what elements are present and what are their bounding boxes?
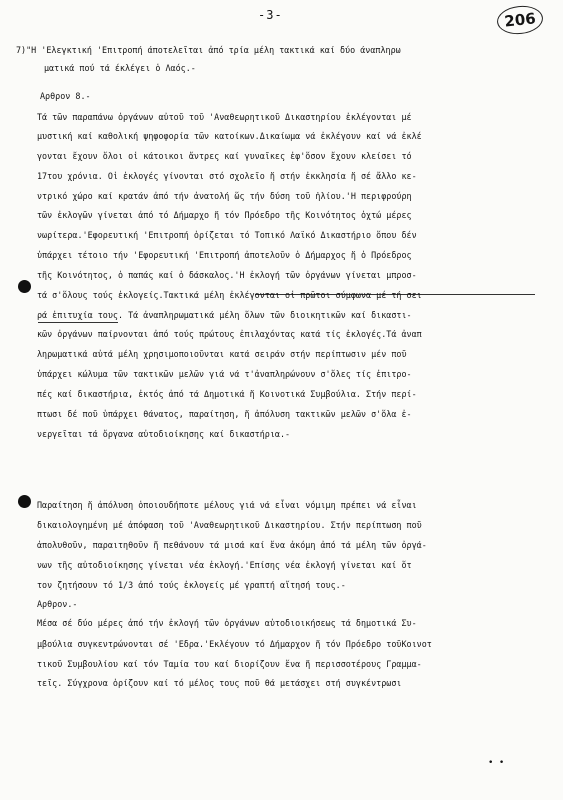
text-line: Τά τῶν παραπάνω ὀργάνων αὐτοῦ τοῦ 'Αναθεωρητικοῦ Δικαστηρίου ἐκλέγονται μέ <box>37 112 412 122</box>
underline-mark <box>38 322 118 323</box>
text-line: πές καί δικαστήρια, ἐκτός ἀπό τά Δημοτικά ἤ Κοινοτικά Συμβούλια. Στήν περί- <box>37 389 417 399</box>
text-line: ἀπολυθοῦν, παραιτηθοῦν ἤ πεθάνουν τά μισά καί ἕνα ἀκόμη ἀπό τά μέλη τῶν ὀργά- <box>37 540 427 550</box>
page-number: -3- <box>258 8 283 22</box>
stray-marks: • • <box>488 758 505 768</box>
archive-stamp-number: 206 <box>496 4 545 37</box>
text-line: ὑπάρχει τέτοιο τήν 'Εφορευτική 'Επιτροπή ἀποτελοῦν ὁ Δήμαρχος ἤ ὁ Πρόεδρος <box>37 250 412 260</box>
text-line: μυστική καί καθολική ψηφοφορία τῶν κατοίκων.Δικαίωμα νά ἐκλέγουν καί νά ἐκλέ <box>37 131 422 141</box>
text-line: δικαιολογημένη μέ ἀπόφαση τοῦ 'Αναθεωρητικοῦ Δικαστηρίου. Στήν περίπτωση ποῦ <box>37 520 422 530</box>
text-line: νων τῆς αὐτοδιοίκησης γίνεται νέα ἐκλογή.'Επίσης νέα ἐκλογή γίνεται καί ὅτ <box>37 560 412 570</box>
text-line: ρά ἐπιτυχία τους. Τά ἀναπληρωματικά μέλη ὅλων τῶν διοικητικῶν καί δικαστι- <box>37 310 412 320</box>
text-line: ὑπάρχει κώλυμα τῶν τακτικῶν μελῶν γιά νά τ'ἀναπληρώνουν σ'ὅλες τίς ἐπιτρο- <box>37 369 412 379</box>
text-line: ντρικό χώρο καί κρατάν ἀπό τήν ἀνατολή ὥς τήν δύση τοῦ ἡλίου.'Η περιφρούρη <box>37 191 412 201</box>
text-line: τά σ'ὅλους τούς ἐκλογείς.Τακτικά μέλη ἐκλέγονται οἱ πρῶτοι σύμφωνα μέ τή σει <box>37 290 422 300</box>
text-line: νεργεῖται τά ὄργανα αὐτοδιοίκησης καί δικαστήρια.- <box>37 429 291 439</box>
text-line: 17του χρόνια. Οἱ ἐκλογές γίνονται στό σχολεῖο ἤ στήν ἐκκλησία ἤ σέ ἄλλο κε- <box>37 171 417 181</box>
punch-hole <box>18 495 31 508</box>
text-line: τῆς Κοινότητος, ὁ παπάς καί ὁ δάσκαλος.'Η ἐκλογή τῶν ὀργάνων γίνεται μπροσ- <box>37 270 417 280</box>
text-line: τον ζητήσουν τό 1/3 ἀπό τούς ἐκλογείς μέ γραπτή αἴτησή τους.- <box>37 580 346 590</box>
text-line: Αρθρον.- <box>37 599 78 609</box>
text-line: τῶν ἐκλογῶν γίνεται ἀπό τό Δήμαρχο ἤ τόν Πρόεδρο τῆς Κοινότητος ὀχτώ μέρες <box>37 210 412 220</box>
text-line: πτωσι δέ ποῦ ὑπάρχει θάνατος, παραίτηση, ἤ ἀπόλυση τακτικῶν μελῶν σ'ὅλα ἐ- <box>37 409 412 419</box>
text-line: τικοῦ Συμβουλίου καί τόν Ταμία του καί διορίζουν ἕνα ἤ περισσοτέρους Γραμμα- <box>37 659 422 669</box>
text-line: Μέσα σέ δύο μέρες ἀπό τήν ἐκλογή τῶν ὀργάνων αὐτοδιοικήσεως τά δημοτικά Συ- <box>37 618 417 628</box>
text-line: Αρθρον 8.- <box>40 91 91 101</box>
text-line: ματικά πού τά έκλέγει ὁ Λαός.- <box>44 63 196 73</box>
text-line: κῶν ὀργάνων παίρνονται ἀπό τούς πρώτους ἐπιλαχόντας κατά τίς ἐκλογές.Τά ἀναπ <box>37 329 422 339</box>
text-line: μβούλια συγκεντρώνονται σέ 'Εδρα.'Εκλέγουν τό Δήμαρχον ἤ τόν Πρόεδρο τοῦΚοινοτ <box>37 639 432 649</box>
text-line: Παραίτηση ἤ ἀπόλυση ὁποιουδήποτε μέλους γιά νά εἶναι νόμιμη πρέπει νά εἶναι <box>37 500 417 510</box>
text-line: γονται ἔχουν ὅλοι οἱ κάτοικοι ἄντρες καί γυναῖκες ἐφ'ὅσον ἔχουν κλείσει τό <box>37 151 412 161</box>
text-line: 7)"Η 'Ελεγκτική 'Επιτροπή άποτελεῖται ἀπό τρία μέλη τακτικά καί δύο άναπληρω <box>16 45 401 55</box>
text-line: ληρωματικά αὐτά μέλη χρησιμοποιοῦνται κατά σειράν στήν περίπτωσιν μέν ποῦ <box>37 349 407 359</box>
text-line: νωρίτερα.'Εφορευτική 'Επιτροπή ὁρίζεται τό Τοπικό Λαϊκό Δικαστήριο ὅπου δέν <box>37 230 417 240</box>
punch-hole <box>18 280 31 293</box>
text-line: τεῖς. Σύγχρονα ὁρίζουν καί τό μέλος τους ποῦ θά μετάσχει στή συγκέντρωσι <box>37 678 402 688</box>
